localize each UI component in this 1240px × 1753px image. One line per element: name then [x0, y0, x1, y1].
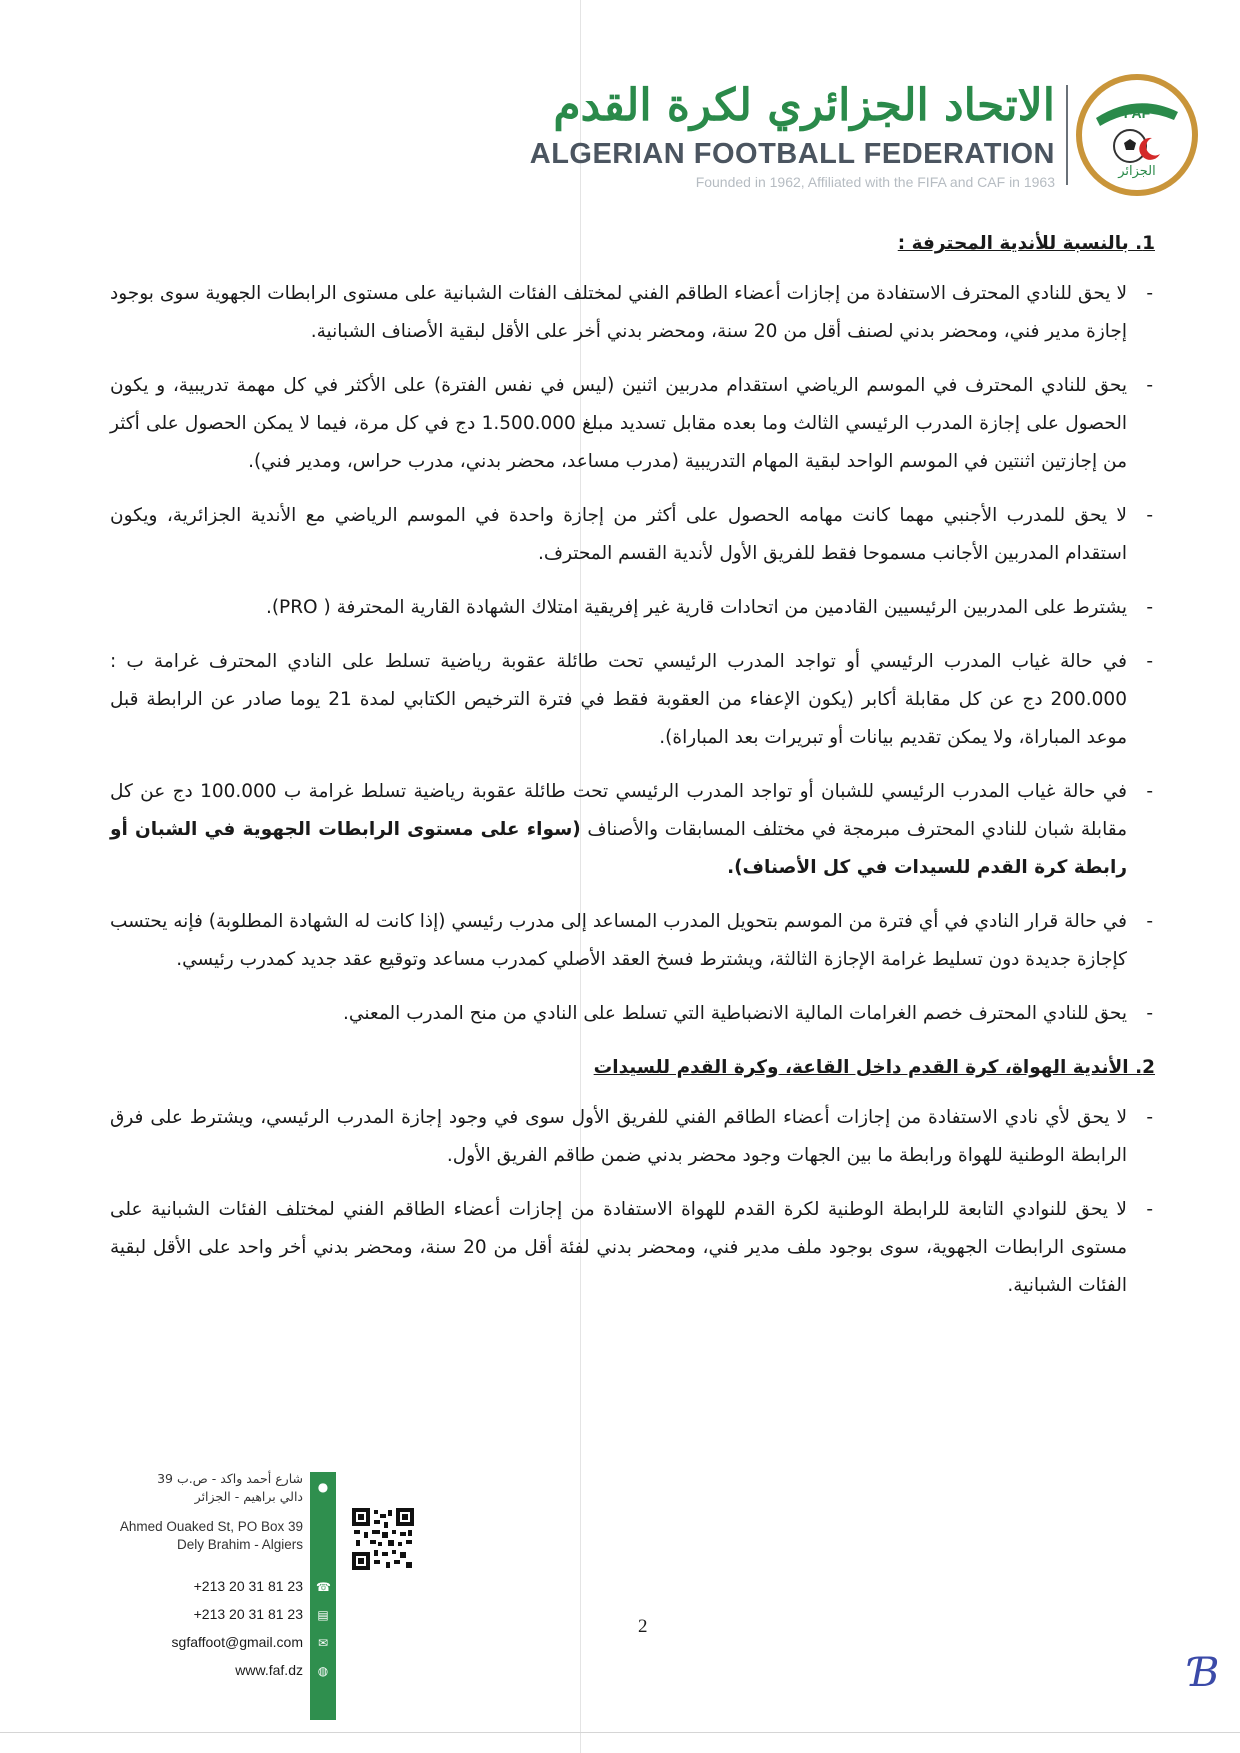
- list-item: - لا يحق لأي نادي الاستفادة من إجازات أعضاء الطاقم الفني للفريق الأول سوى في وجود إجازة المدرب الرئيسي، ويشترط على فرق الرابطة الوطنية للهواة ورابطة ما بين الجهات وجود محضر بدني ضمن طاقم الفريق الأول.: [110, 1107, 1153, 1166]
- mail-icon: ✉: [317, 1636, 329, 1650]
- address-arabic-line-2: دالي براهيم - الجزائر: [194, 1489, 303, 1504]
- phone-number: +213 20 31 81 23: [193, 1578, 303, 1594]
- qr-code: [352, 1508, 414, 1570]
- federation-name-arabic: الاتحاد الجزائري لكرة القدم: [553, 80, 1055, 131]
- logo-text: الجزائر: [1118, 164, 1156, 179]
- section-title-amateur-clubs: 2. الأندية الهواة، كرة القدم داخل القاعة، وكرة القدم للسيدات: [593, 1057, 1155, 1078]
- list-item: - يحق للنادي المحترف في الموسم الرياضي استقدام مدربين اثنين (ليس في نفس الفترة) على الأكثر في كل مهمة تدريبية، و يكون الحصول على إجازة المدرب الرئيسي الثالث وما بعده مقابل تسديد مبلغ 1.500.000 دج في كل مرة، فيما لا يمكن الحصول على أكثر من إجازتين اثنتين في الموسم الواحد لبقية المهام التدريبية (مدرب مساعد، محضر بدني، مدرب حراس، ومدير فني).: [110, 375, 1153, 472]
- list-item: - لا يحق للنادي المحترف الاستفادة من إجازات أعضاء الطاقم الفني لمختلف الفئات الشبانية على مستوى الرابطات الجهوية سوى بوجود إجازة مدير فني، ومحضر بدني لصنف أقل من 20 سنة، ومحضر بدني أخر على الأقل لبقية الأصناف الشبانية.: [110, 283, 1153, 342]
- fax-number: +213 20 31 81 23: [193, 1606, 303, 1622]
- faf-logo: [1074, 72, 1200, 198]
- section-title-professional-clubs: 1. بالنسبة للأندية المحترفة :: [897, 233, 1155, 254]
- founded-line: Founded in 1962, Affiliated with the FIFA and CAF in 1963: [695, 174, 1055, 190]
- phone-icon: ☎: [316, 1580, 331, 1594]
- list-item: - لا يحق للنوادي التابعة للرابطة الوطنية لكرة القدم للهواة الاستفادة من إجازات أعضاء الطاقم الفني لمختلف الفئات الشبانية على مستوى الرابطات الجهوية، سوى بوجود ملف مدير فني، ومحضر بدني لفئة أقل من 20 سنة، ومحضر بدني أخر واحد على الأقل لبقية الفئات الشبانية.: [110, 1199, 1153, 1296]
- header-divider: [1066, 85, 1068, 185]
- page-number: 2: [638, 1616, 648, 1637]
- location-icon: ●: [317, 1480, 329, 1494]
- handwritten-initials: Ɓ: [1190, 1650, 1220, 1696]
- federation-name-english: ALGERIAN FOOTBALL FEDERATION: [529, 138, 1055, 170]
- globe-icon: ◍: [317, 1664, 329, 1678]
- bottom-rule: [0, 1732, 1240, 1733]
- letterhead: [529, 70, 1210, 200]
- list-item: - يحق للنادي المحترف خصم الغرامات المالية الانضباطية التي تسلط على النادي من منح المدرب المعني.: [343, 1003, 1153, 1024]
- address-arabic-line-1: شارع أحمد واكد - ص.ب 39: [157, 1471, 303, 1486]
- emphasized-text: (سواء على مستوى الرابطات الجهوية في الشبان أو رابطة كرة القدم للسيدات في كل الأصناف).: [110, 819, 1127, 878]
- website-url: www.faf.dz: [235, 1662, 303, 1678]
- address-english-line-1: Ahmed Ouaked St, PO Box 39: [119, 1519, 303, 1534]
- document-body: [110, 225, 1155, 1321]
- footer-contact-block: [85, 1470, 303, 1554]
- address-english-line-2: Dely Brahim - Algiers: [176, 1537, 303, 1552]
- list-item: - يشترط على المدربين الرئيسيين القادمين من اتحادات قارية غير إفريقية امتلاك الشهادة القارية المحترفة ( PRO).: [265, 597, 1153, 618]
- email-address: sgfaffoot@gmail.com: [171, 1634, 303, 1650]
- footer-green-bar: [310, 1472, 336, 1720]
- list-item: - في حالة غياب المدرب الرئيسي للشبان أو تواجد المدرب الرئيسي تحت طائلة عقوبة رياضية تسلط غرامة ب 100.000 دج عن كل مقابلة شبان للنادي المحترف مبرمجة في مختلف المسابقات والأصناف (سواء على مستوى الرابطات الجهوية في الشبان أو رابطة كرة القدم للسيدات في كل الأصناف).: [110, 781, 1153, 878]
- list-item: - في حالة غياب المدرب الرئيسي أو تواجد المدرب الرئيسي تحت طائلة عقوبة رياضية تسلط على النادي المحترف غرامة ب : 200.000 دج عن كل مقابلة أكابر (يكون الإعفاء من العقوبة فقط في فترة الترخيص الكتابي لمدة 21 يوما صادر عن الرابطة قبل موعد المباراة، ولا يمكن تقديم بيانات أو تبريرات بعد المباراة).: [110, 651, 1153, 748]
- logo-monogram: FAF: [1123, 105, 1151, 121]
- list-item: - لا يحق للمدرب الأجنبي مهما كانت مهامه الحصول على أكثر من إجازة واحدة في الموسم الرياضي مع الأندية الجزائرية، ويكون استقدام المدربين الأجانب مسموحا فقط للفريق الأول لأندية القسم المحترف.: [110, 505, 1153, 564]
- fax-icon: ▤: [317, 1608, 329, 1622]
- list-item: - في حالة قرار النادي في أي فترة من الموسم بتحويل المدرب المساعد إلى مدرب رئيسي (إذا كانت له الشهادة المطلوبة) فإنه يحتسب كإجازة جديدة دون تسليط غرامة الإجازة الثالثة، ويشترط فسخ العقد الأصلي كمدرب مساعد وتوقيع عقد جديد كمدرب رئيسي.: [110, 911, 1153, 970]
